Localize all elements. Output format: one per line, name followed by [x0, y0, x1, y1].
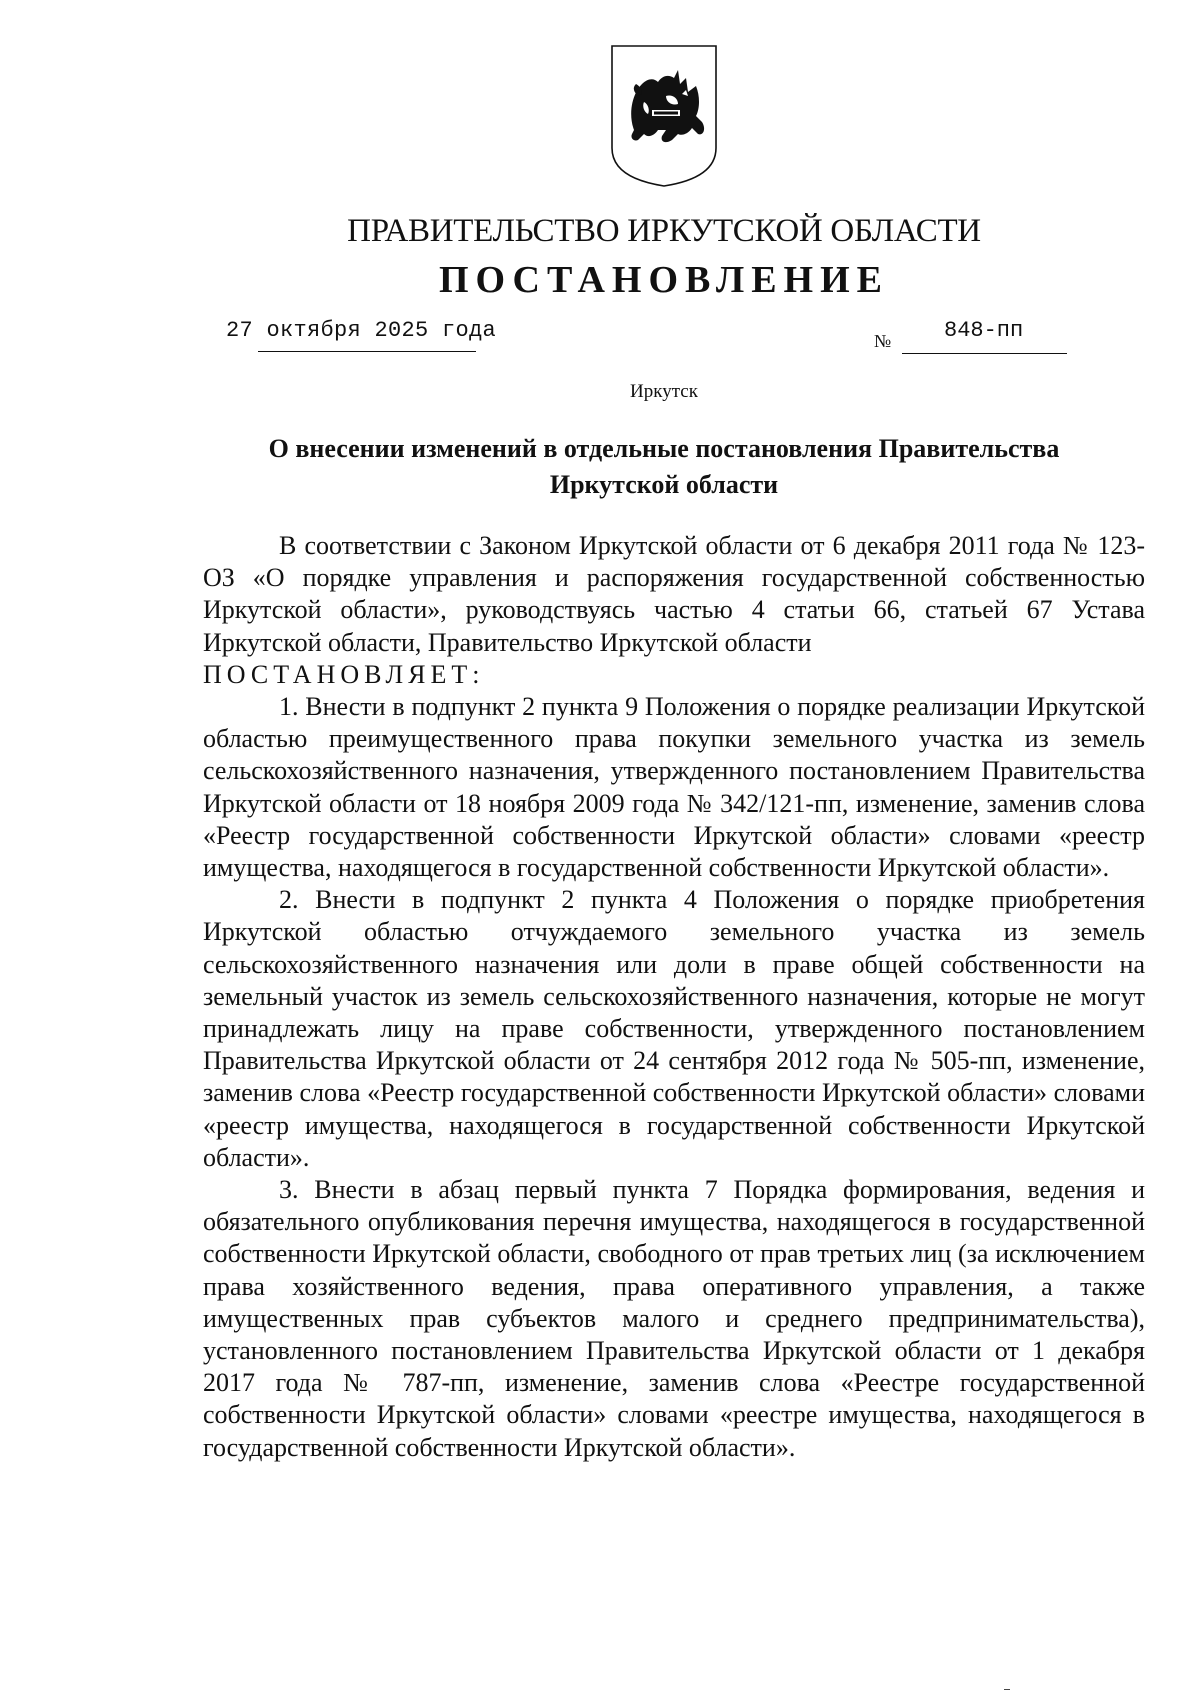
item-paragraph-2: 2. Внести в подпункт 2 пункта 4 Положения о порядке приобретения Иркутской областью отчуждаемого земельного участка из земель сельскохозяйственного назначения или доли в праве общей собственности на земельный участок из земель сельскохозяйственного назначения, которые не могут принадлежать лицу на праве собственности, утвержденного постановлением Правительства Иркутской области от 24 сентября 2012 года № 505-пп, изменение, заменив слова «Реестр государственной собственности Иркутской области» словами «реестр имущества, находящегося в государственной собственности Иркутской области». [203, 885, 1145, 1172]
organization-name: ПРАВИТЕЛЬСТВО ИРКУТСКОЙ ОБЛАСТИ [347, 213, 981, 249]
document-number: 848-пп [944, 318, 1024, 343]
item-paragraph-1: 1. Внести в подпункт 2 пункта 9 Положения о порядке реализации Иркутской областью преимущественного права покупки земельного участка из земель сельскохозяйственного назначения, утвержденного постановлением Правительства Иркутской области от 18 ноября 2009 года № 342/121-пп, изменение, заменив слова «Реестр государственной собственности Иркутской области» словами «реестр имущества, находящегося в государственной собственности Иркутской области». [203, 692, 1145, 883]
document-date-field [222, 318, 497, 362]
document-type: ПОСТАНОВЛЕНИЕ [438, 259, 890, 301]
item-paragraph-3: 3. Внести в абзац первый пункта 7 Порядка формирования, ведения и обязательного опубликования перечня имущества, находящегося в государственной собственности Иркутской области, свободного от прав третьих лиц (за исключением права хозяйственного ведения, права оперативного управления, а также имущественных прав субъектов малого и среднего предпринимательства), установленного постановлением Правительства Иркутской области от 1 декабря 2017 года № 787-пп, изменение, заменив слова «Реестре государственной собственности Иркутской области» словами «реестре имущества, находящегося в государственной собственности Иркутской области». [203, 1175, 1145, 1462]
number-underline [902, 353, 1067, 354]
number-sign: № [874, 331, 892, 351]
scan-mark [1004, 1689, 1010, 1690]
document-body [203, 530, 1145, 1464]
document-number-field [902, 318, 1067, 362]
irkutsk-crest-icon [608, 44, 720, 188]
date-underline [258, 351, 476, 352]
resolves-word: ПОСТАНОВЛЯЕТ: [203, 659, 485, 689]
preamble-paragraph: В соответствии с Законом Иркутской области от 6 декабря 2011 года № 123-ОЗ «О порядке управления и распоряжения государственной собственностью Иркутской области», руководствуясь частью 4 статьи 66, статьей 67 Устава Иркутской области, Правительство Иркутской области [203, 531, 1145, 657]
document-title: О внесении изменений в отдельные постановления Правительства Иркутской области [268, 434, 1060, 499]
city: Иркутск [630, 381, 698, 402]
document-date: 27 октября 2025 года [226, 318, 497, 343]
